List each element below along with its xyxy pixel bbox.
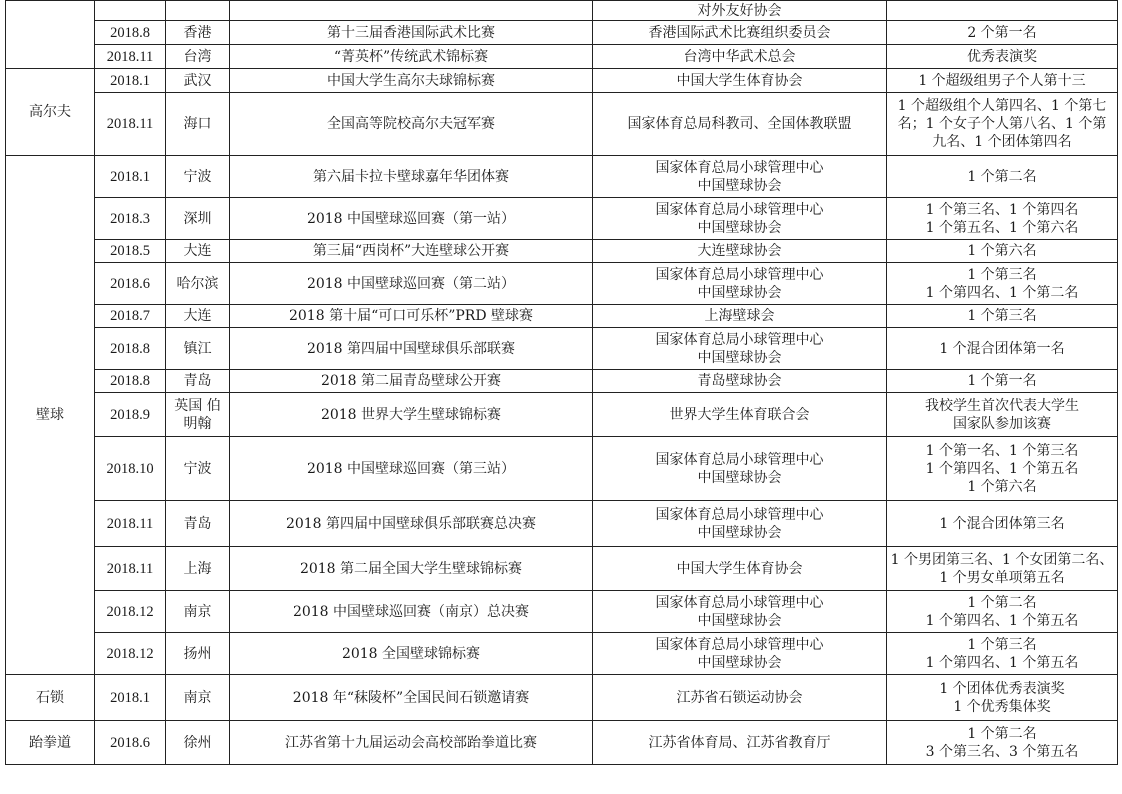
result-cell-line: 1 个第一名、1 个第三名: [925, 442, 1079, 459]
organizer-cell-line: 国家体育总局小球管理中心: [655, 594, 824, 611]
organizer-cell-line: 中国壁球协会: [697, 219, 782, 236]
location-cell: 大连: [166, 305, 230, 328]
result-cell: [887, 1, 1118, 21]
organizer-cell-line: 香港国际武术比赛组织委员会: [648, 24, 831, 41]
organizer-cell: [593, 69, 887, 93]
sport-cell: 石锁: [6, 675, 95, 721]
competition-cell: 第十三届香港国际武术比赛: [230, 21, 593, 45]
location-cell: 哈尔滨: [166, 263, 230, 305]
result-cell: [887, 305, 1118, 328]
result-cell: [887, 21, 1118, 45]
result-cell: [887, 633, 1118, 675]
result-cell-line: 九名、1 个团体第四名: [932, 134, 1072, 150]
organizer-cell-line: 国家体育总局小球管理中心: [655, 506, 824, 523]
competition-cell: 2018 全国壁球锦标赛: [230, 633, 593, 675]
competition-cell: 2018 第十届“可口可乐杯”PRD 壁球赛: [230, 305, 593, 328]
competition-cell: [230, 1, 593, 21]
organizer-cell: [593, 501, 887, 547]
location-cell: 徐州: [166, 721, 230, 765]
result-cell-line: 1 个第四名、1 个第五名: [925, 654, 1079, 671]
organizer-cell-line: 世界大学生体育联合会: [669, 406, 810, 423]
result-cell-line: 国家队参加该赛: [953, 415, 1051, 432]
result-cell-line: 1 个男团第三名、1 个女团第二名、: [890, 551, 1114, 568]
date-cell: 2018.10: [95, 437, 166, 501]
organizer-cell: [593, 437, 887, 501]
organizer-cell: [593, 633, 887, 675]
organizer-cell-line: 中国壁球协会: [697, 469, 782, 486]
location-cell: 大连: [166, 240, 230, 263]
date-cell: 2018.11: [95, 45, 166, 69]
result-cell: [887, 721, 1118, 765]
result-cell-line: 优秀表演奖: [967, 48, 1037, 65]
organizer-cell-line: 江苏省石锁运动协会: [676, 689, 803, 706]
result-cell-line: 1 个第五名、1 个第六名: [925, 219, 1079, 236]
result-cell-line: 1 个第四名、1 个第二名: [925, 284, 1079, 301]
result-cell-line: 1 个第三名: [967, 636, 1037, 653]
competition-cell: 2018 第二届全国大学生壁球锦标赛: [230, 547, 593, 591]
sport-cell: 高尔夫: [6, 69, 95, 156]
date-cell: 2018.5: [95, 240, 166, 263]
competition-cell: 中国大学生高尔夫球锦标赛: [230, 69, 593, 93]
organizer-cell-line: 大连壁球协会: [697, 243, 782, 259]
date-cell: 2018.1: [95, 156, 166, 198]
result-cell-line: 1 个超级组男子个人第十三: [918, 72, 1086, 89]
competition-cell: 2018 第二届青岛壁球公开赛: [230, 370, 593, 393]
competition-cell: 全国高等院校高尔夫冠军赛: [230, 93, 593, 156]
table-row: [6, 198, 1118, 240]
organizer-cell-line: 中国壁球协会: [697, 524, 782, 541]
competition-cell: 2018 第四届中国壁球俱乐部联赛: [230, 328, 593, 370]
sport-cell: [6, 1, 95, 69]
location-cell: 南京: [166, 591, 230, 633]
date-cell: 2018.1: [95, 675, 166, 721]
organizer-cell: [593, 547, 887, 591]
organizer-cell: [593, 328, 887, 370]
competition-cell: 2018 中国壁球巡回赛（第二站）: [230, 263, 593, 305]
organizer-cell-line: 国家体育总局小球管理中心: [655, 331, 824, 348]
location-cell: 宁波: [166, 156, 230, 198]
table-row: [6, 547, 1118, 591]
table-row: [6, 1, 1118, 21]
date-cell: 2018.11: [95, 93, 166, 156]
organizer-cell: [593, 240, 887, 263]
table-row: [6, 501, 1118, 547]
result-cell: [887, 263, 1118, 305]
result-cell-line: 我校学生首次代表大学生: [925, 397, 1079, 414]
result-cell-line: 1 个混合团体第三名: [939, 515, 1065, 532]
result-cell: [887, 69, 1118, 93]
date-cell: 2018.8: [95, 370, 166, 393]
result-cell-line: 1 个超级组个人第四名、1 个第七: [897, 98, 1107, 114]
table-row: [6, 156, 1118, 198]
competition-cell: 2018 年“秣陵杯”全国民间石锁邀请赛: [230, 675, 593, 721]
table-row: [6, 675, 1118, 721]
competition-cell: 第六届卡拉卡壁球嘉年华团体赛: [230, 156, 593, 198]
result-cell-line: 1 个第一名: [967, 373, 1037, 389]
date-cell: 2018.12: [95, 633, 166, 675]
competition-cell: “菁英杯”传统武术锦标赛: [230, 45, 593, 69]
result-cell: [887, 591, 1118, 633]
result-cell-line: 1 个优秀集体奖: [953, 698, 1051, 715]
sport-cell: 跆拳道: [6, 721, 95, 765]
organizer-cell-line: 中国壁球协会: [697, 349, 782, 366]
location-cell: 香港: [166, 21, 230, 45]
location-cell: 青岛: [166, 370, 230, 393]
result-cell: [887, 240, 1118, 263]
results-table: [5, 0, 1118, 765]
organizer-cell-line: 中国壁球协会: [697, 654, 782, 671]
result-cell: [887, 675, 1118, 721]
organizer-cell-line: 中国大学生体育协会: [676, 72, 803, 89]
date-cell: 2018.8: [95, 21, 166, 45]
result-cell: [887, 370, 1118, 393]
date-cell: [95, 1, 166, 21]
organizer-cell-line: 中国壁球协会: [697, 177, 782, 194]
competition-cell: 2018 中国壁球巡回赛（第三站）: [230, 437, 593, 501]
organizer-cell-line: 对外友好协会: [697, 2, 782, 19]
date-cell: 2018.9: [95, 393, 166, 437]
result-cell: [887, 93, 1118, 156]
organizer-cell: [593, 93, 887, 156]
location-cell: 镇江: [166, 328, 230, 370]
competition-cell: 2018 世界大学生壁球锦标赛: [230, 393, 593, 437]
result-cell-line: 1 个混合团体第一名: [939, 340, 1065, 357]
table-row: [6, 370, 1118, 393]
result-cell: [887, 437, 1118, 501]
organizer-cell-line: 中国壁球协会: [697, 284, 782, 301]
date-cell: 2018.7: [95, 305, 166, 328]
table-row: [6, 328, 1118, 370]
date-cell: 2018.3: [95, 198, 166, 240]
result-cell-line: 1 个第二名: [967, 594, 1037, 611]
result-cell: [887, 198, 1118, 240]
date-cell: 2018.8: [95, 328, 166, 370]
result-cell-line: 1 个第四名、1 个第五名: [925, 612, 1079, 629]
result-cell: [887, 393, 1118, 437]
table-row: [6, 633, 1118, 675]
result-cell-line: 1 个第二名: [967, 168, 1037, 185]
sport-cell: 壁球: [6, 156, 95, 675]
results-table-body: [6, 1, 1118, 765]
result-cell: [887, 328, 1118, 370]
organizer-cell: [593, 591, 887, 633]
table-row: [6, 69, 1118, 93]
organizer-cell: [593, 156, 887, 198]
result-cell-line: 名；1 个女子个人第八名、1 个第: [897, 116, 1107, 132]
table-row: [6, 721, 1118, 765]
organizer-cell-line: 江苏省体育局、江苏省教育厅: [648, 734, 831, 751]
location-cell: 扬州: [166, 633, 230, 675]
competition-cell: 2018 中国壁球巡回赛（南京）总决赛: [230, 591, 593, 633]
result-cell-line: 2 个第一名: [967, 24, 1037, 41]
result-cell-line: 1 个第六名: [967, 243, 1037, 259]
organizer-cell: [593, 21, 887, 45]
organizer-cell: [593, 675, 887, 721]
result-cell-line: 3 个第三名、3 个第五名: [925, 743, 1079, 760]
table-row: [6, 240, 1118, 263]
organizer-cell-line: 国家体育总局小球管理中心: [655, 159, 824, 176]
result-cell-line: 1 个第三名、1 个第四名: [925, 201, 1079, 218]
date-cell: 2018.1: [95, 69, 166, 93]
organizer-cell: [593, 721, 887, 765]
organizer-cell-line: 中国壁球协会: [697, 612, 782, 629]
result-cell-line: 1 个团体优秀表演奖: [939, 680, 1065, 697]
table-row: [6, 21, 1118, 45]
result-cell-line: 1 个第三名: [967, 308, 1037, 324]
location-cell: 英国 伯明翰: [166, 393, 230, 437]
organizer-cell-line: 台湾中华武术总会: [683, 48, 796, 65]
location-cell: [166, 1, 230, 21]
location-cell: 深圳: [166, 198, 230, 240]
organizer-cell: [593, 45, 887, 69]
table-row: [6, 393, 1118, 437]
table-row: [6, 437, 1118, 501]
organizer-cell: [593, 198, 887, 240]
result-cell-line: 1 个第三名: [967, 266, 1037, 283]
result-cell: [887, 45, 1118, 69]
organizer-cell-line: 上海壁球会: [704, 308, 775, 324]
location-cell: 宁波: [166, 437, 230, 501]
result-cell: [887, 547, 1118, 591]
organizer-cell-line: 中国大学生体育协会: [676, 560, 803, 577]
result-cell-line: 1 个第四名、1 个第五名: [925, 460, 1079, 477]
table-row: [6, 305, 1118, 328]
organizer-cell: [593, 1, 887, 21]
result-cell-line: 1 个第六名: [967, 478, 1037, 495]
date-cell: 2018.11: [95, 547, 166, 591]
location-cell: 上海: [166, 547, 230, 591]
result-cell-line: 1 个男女单项第五名: [939, 569, 1065, 586]
date-cell: 2018.11: [95, 501, 166, 547]
organizer-cell: [593, 370, 887, 393]
table-row: [6, 591, 1118, 633]
date-cell: 2018.12: [95, 591, 166, 633]
result-cell-line: 1 个第二名: [967, 725, 1037, 742]
table-row: [6, 93, 1118, 156]
location-cell: 青岛: [166, 501, 230, 547]
location-cell: 台湾: [166, 45, 230, 69]
location-cell: 海口: [166, 93, 230, 156]
date-cell: 2018.6: [95, 263, 166, 305]
organizer-cell-line: 国家体育总局科教司、全国体教联盟: [627, 116, 852, 132]
organizer-cell-line: 国家体育总局小球管理中心: [655, 451, 824, 468]
competition-cell: 第三届“西岗杯”大连壁球公开赛: [230, 240, 593, 263]
organizer-cell-line: 青岛壁球协会: [697, 373, 782, 389]
organizer-cell-line: 国家体育总局小球管理中心: [655, 636, 824, 653]
date-cell: 2018.6: [95, 721, 166, 765]
organizer-cell-line: 国家体育总局小球管理中心: [655, 201, 824, 218]
result-cell: [887, 501, 1118, 547]
table-row: [6, 45, 1118, 69]
location-cell: 南京: [166, 675, 230, 721]
organizer-cell: [593, 305, 887, 328]
location-cell: 武汉: [166, 69, 230, 93]
organizer-cell: [593, 393, 887, 437]
competition-cell: 2018 中国壁球巡回赛（第一站）: [230, 198, 593, 240]
competition-cell: 2018 第四届中国壁球俱乐部联赛总决赛: [230, 501, 593, 547]
table-row: [6, 263, 1118, 305]
organizer-cell: [593, 263, 887, 305]
organizer-cell-line: 国家体育总局小球管理中心: [655, 266, 824, 283]
competition-cell: 江苏省第十九届运动会高校部跆拳道比赛: [230, 721, 593, 765]
result-cell: [887, 156, 1118, 198]
